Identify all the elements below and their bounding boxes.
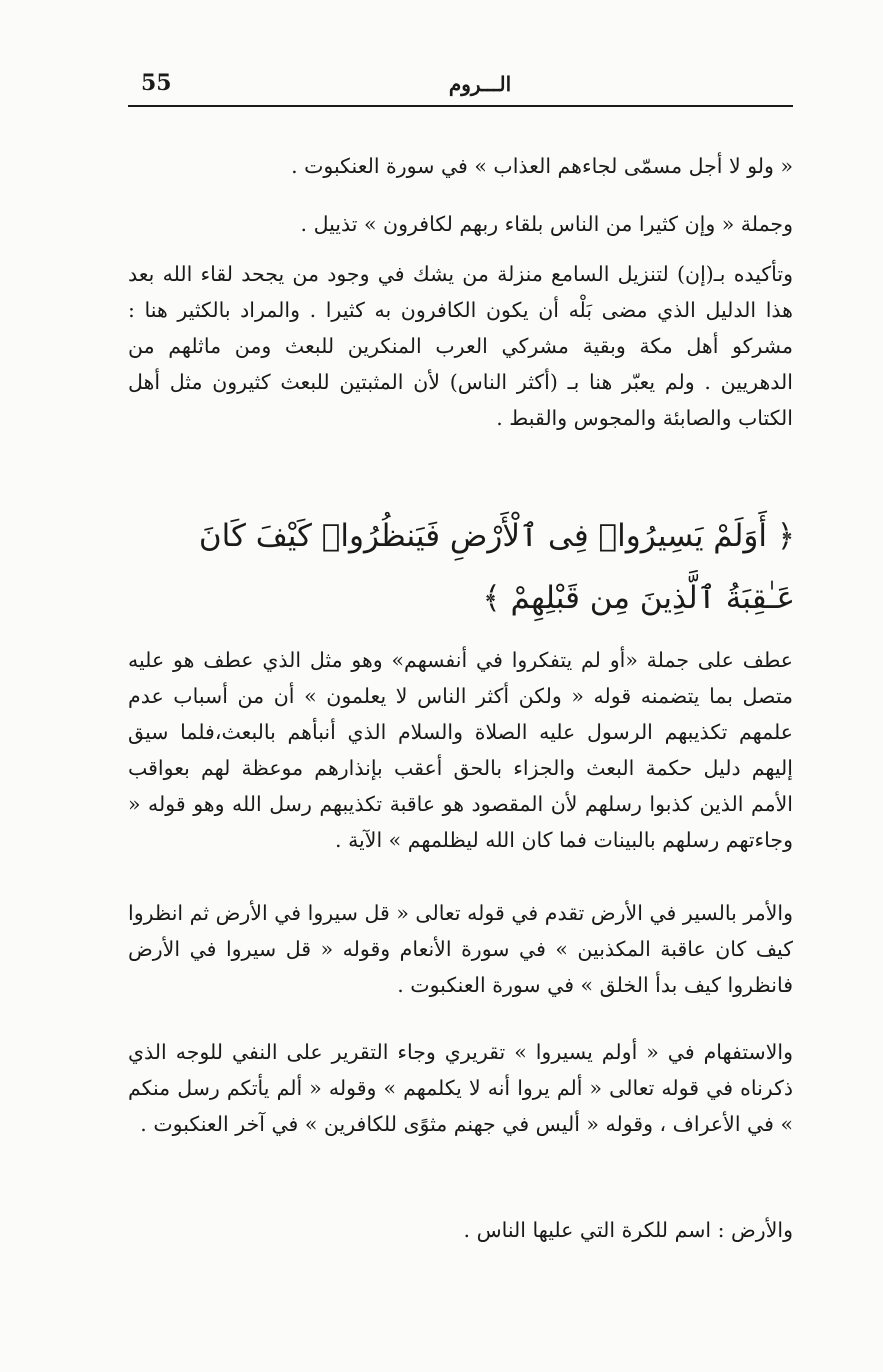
paragraph-2: وجملة « وإن كثيرا من الناس بلقاء ربهم لكافرون » تذييل .: [300, 212, 793, 236]
paragraph-6: والاستفهام في « أولم يسيروا » تقريري وجاء التقرير على النفي للوجه الذي ذكرناه في قوله تعالى « ألم يروا أنه لا يكلمهم » وقوله « ألم يأتكم رسل منكم » في الأعراف ، وقوله « أليس في جهنم مثوًى للكافرين » في آخر العنكبوت .: [128, 1040, 793, 1136]
header-rule: [128, 105, 793, 107]
paragraph-5: والأمر بالسير في الأرض تقدم في قوله تعالى « قل سيروا في الأرض ثم انظروا كيف كان عاقبة المكذبين » في سورة الأنعام وقوله « قل سيروا في الأرض فانظروا كيف بدأ الخلق » في سورة العنكبوت .: [128, 901, 793, 997]
paragraph-4: عطف على جملة «أو لم يتفكروا في أنفسهم» وهو مثل الذي عطف هو عليه متصل بما يتضمنه قوله « ولكن أكثر الناس لا يعلمون » أن من أسباب عدم علمهم تكذيبهم الرسول عليه الصلاة والسلام الذي أنبأهم بالبعث،فلما سيق إليهم دليل حكمة البعث والجزاء بالحق أعقب بإنذارهم موعظة لهم بعواقب الأمم الذين كذبوا رسلهم لأن المقصود هو عاقبة تكذيبهم رسل الله وهو قوله « وجاءتهم رسلهم بالبينات فما كان الله ليظلمهم » الآية .: [128, 648, 793, 852]
paragraph-1: « ولو لا أجل مسمّى لجاءهم العذاب » في سورة العنكبوت .: [291, 154, 793, 178]
paragraph-7: والأرض : اسم للكرة التي عليها الناس .: [463, 1218, 793, 1242]
paragraph-3: وتأكيده بـ(إن) لتنزيل السامع منزلة من يشك في وجود من يجحد لقاء الله بعد هذا الدليل الذي مضى بَلْه أن يكون الكافرون به كثيرا . والمراد بالكثير هنا : مشركو أهل مكة وبقية مشركي العرب المنكرين للبعث ومن ماثلهم من الدهريين . ولم يعبّر هنا بـ (أكثر الناس) لأن المثبتين للبعث كثيرون مثل أهل الكتاب والصابئة والمجوس والقبط .: [128, 262, 793, 430]
running-title: الـــروم: [448, 72, 512, 96]
quran-verse: ﴿ أَوَلَمْ يَسِيرُوا۟ فِى ٱلْأَرْضِ فَيَنظُرُوا۟ كَيْفَ كَانَ عَـٰقِبَةُ ٱلَّذِينَ مِن قَبْلِهِمْ ﴾: [198, 518, 795, 616]
page-number: 55: [141, 70, 172, 96]
